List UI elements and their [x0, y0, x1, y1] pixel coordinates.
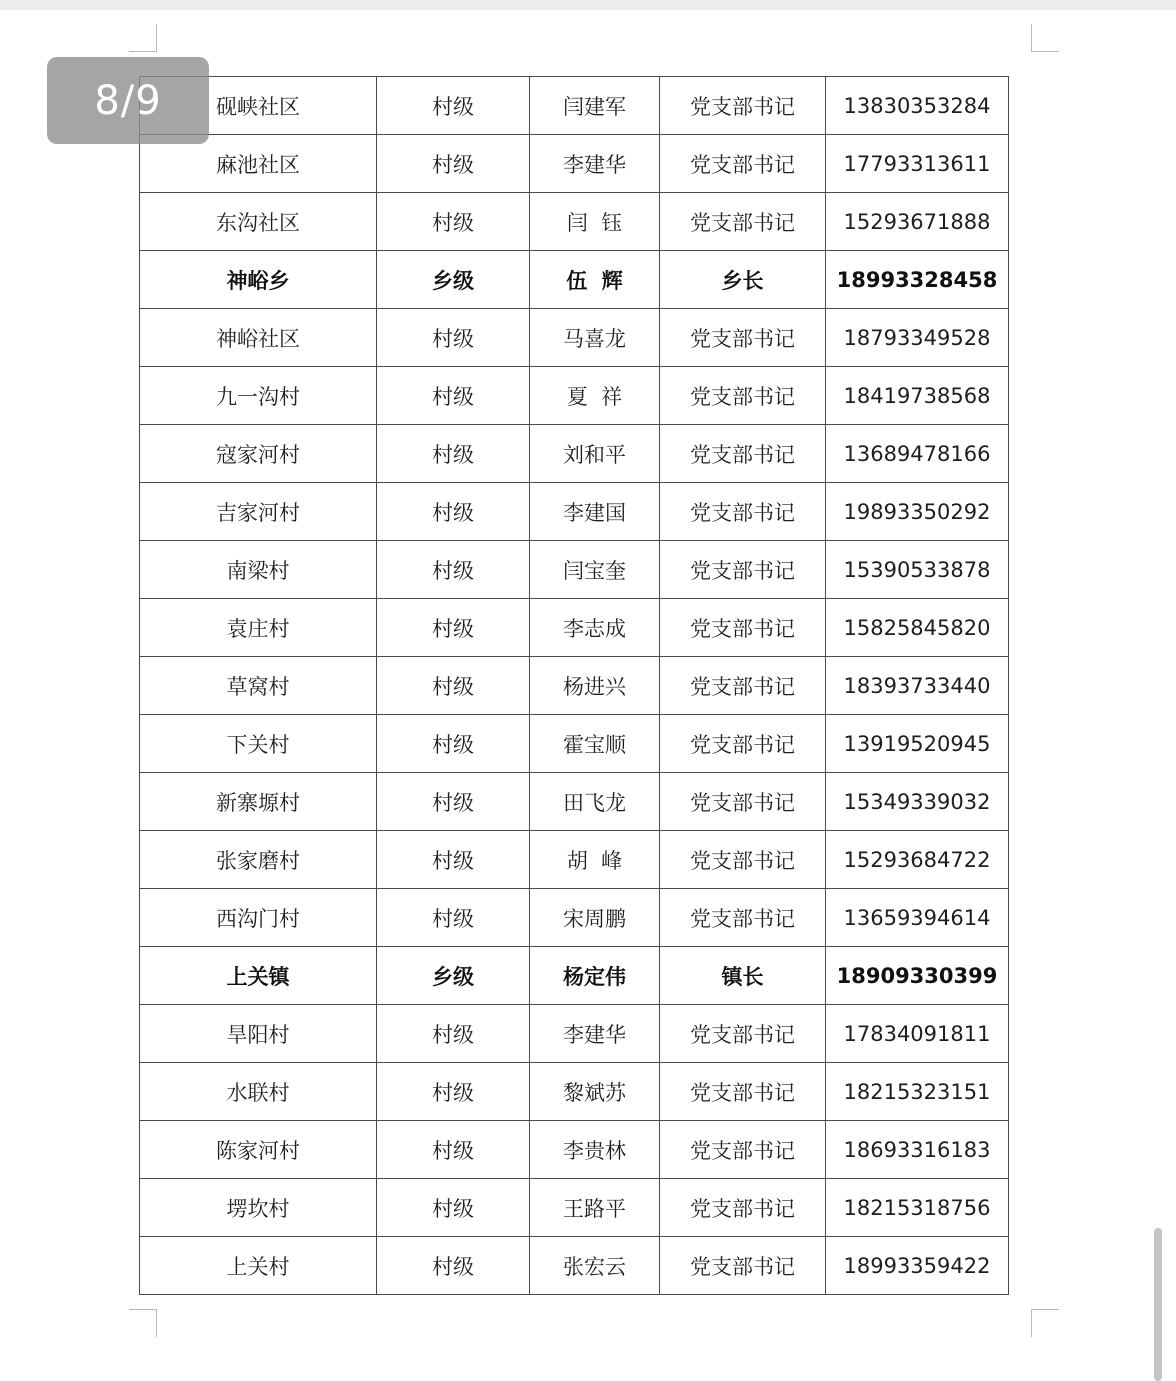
cell-unit: 九一沟村 [140, 367, 377, 425]
cell-position: 党支部书记 [660, 1237, 826, 1295]
table-row [140, 1237, 1009, 1295]
cell-name: 伍 辉 [530, 251, 660, 309]
cell-position: 党支部书记 [660, 77, 826, 135]
cell-position: 乡长 [660, 251, 826, 309]
cell-position: 党支部书记 [660, 599, 826, 657]
cell-phone: 15390533878 [826, 541, 1009, 599]
cell-phone: 15293684722 [826, 831, 1009, 889]
cell-level: 乡级 [377, 251, 530, 309]
cell-phone: 13830353284 [826, 77, 1009, 135]
table-row [140, 715, 1009, 773]
table-row [140, 599, 1009, 657]
cell-level: 村级 [377, 1121, 530, 1179]
cell-unit: 神峪社区 [140, 309, 377, 367]
cell-unit: 南梁村 [140, 541, 377, 599]
cell-unit: 水联村 [140, 1063, 377, 1121]
cell-unit: 寇家河村 [140, 425, 377, 483]
cell-phone: 13659394614 [826, 889, 1009, 947]
cell-name: 闫建军 [530, 77, 660, 135]
cell-unit: 陈家河村 [140, 1121, 377, 1179]
cell-level: 村级 [377, 309, 530, 367]
cell-phone: 17793313611 [826, 135, 1009, 193]
cell-position: 党支部书记 [660, 541, 826, 599]
table-row [140, 367, 1009, 425]
top-status-strip [0, 0, 1176, 10]
cell-phone: 18993359422 [826, 1237, 1009, 1295]
cell-position: 党支部书记 [660, 1063, 826, 1121]
cell-position: 党支部书记 [660, 1005, 826, 1063]
cell-level: 村级 [377, 193, 530, 251]
table-row [140, 309, 1009, 367]
cell-level: 村级 [377, 1063, 530, 1121]
cell-unit: 草窝村 [140, 657, 377, 715]
cell-name: 张宏云 [530, 1237, 660, 1295]
table-row [140, 425, 1009, 483]
table-row [140, 483, 1009, 541]
cell-phone: 18215318756 [826, 1179, 1009, 1237]
cell-phone: 19893350292 [826, 483, 1009, 541]
cell-unit: 吉家河村 [140, 483, 377, 541]
cell-unit: 塄坎村 [140, 1179, 377, 1237]
table-row [140, 773, 1009, 831]
cell-position: 镇长 [660, 947, 826, 1005]
cell-phone: 15293671888 [826, 193, 1009, 251]
table-row [140, 947, 1009, 1005]
cell-level: 村级 [377, 599, 530, 657]
cell-position: 党支部书记 [660, 1179, 826, 1237]
cell-position: 党支部书记 [660, 657, 826, 715]
cell-phone: 13689478166 [826, 425, 1009, 483]
table-row [140, 1005, 1009, 1063]
cell-name: 刘和平 [530, 425, 660, 483]
crop-mark-top-right [1031, 24, 1059, 52]
cell-name: 宋周鹏 [530, 889, 660, 947]
cell-name: 杨定伟 [530, 947, 660, 1005]
cell-name: 李志成 [530, 599, 660, 657]
cell-level: 村级 [377, 1005, 530, 1063]
cell-level: 村级 [377, 135, 530, 193]
cell-level: 村级 [377, 425, 530, 483]
cell-phone: 13919520945 [826, 715, 1009, 773]
cell-level: 乡级 [377, 947, 530, 1005]
table-row [140, 1179, 1009, 1237]
cell-unit: 新寨塬村 [140, 773, 377, 831]
cell-phone: 15349339032 [826, 773, 1009, 831]
cell-name: 夏 祥 [530, 367, 660, 425]
table-row [140, 77, 1009, 135]
cell-unit: 西沟门村 [140, 889, 377, 947]
cell-position: 党支部书记 [660, 309, 826, 367]
cell-name: 闫宝奎 [530, 541, 660, 599]
cell-position: 党支部书记 [660, 483, 826, 541]
cell-name: 黎斌苏 [530, 1063, 660, 1121]
crop-mark-bottom-right [1031, 1309, 1059, 1337]
cell-unit: 东沟社区 [140, 193, 377, 251]
table-row [140, 1063, 1009, 1121]
cell-phone: 18909330399 [826, 947, 1009, 1005]
cell-name: 王路平 [530, 1179, 660, 1237]
cell-name: 李贵林 [530, 1121, 660, 1179]
cell-unit: 麻池社区 [140, 135, 377, 193]
cell-name: 李建华 [530, 135, 660, 193]
cell-level: 村级 [377, 367, 530, 425]
table-row [140, 831, 1009, 889]
table-row [140, 251, 1009, 309]
crop-mark-top-left [129, 24, 157, 52]
table-row [140, 135, 1009, 193]
crop-mark-bottom-left [129, 1309, 157, 1337]
cell-name: 李建国 [530, 483, 660, 541]
cell-name: 李建华 [530, 1005, 660, 1063]
cell-phone: 18215323151 [826, 1063, 1009, 1121]
cell-unit: 下关村 [140, 715, 377, 773]
cell-name: 闫 钰 [530, 193, 660, 251]
cell-level: 村级 [377, 1179, 530, 1237]
cell-level: 村级 [377, 773, 530, 831]
cell-phone: 18993328458 [826, 251, 1009, 309]
cell-position: 党支部书记 [660, 1121, 826, 1179]
cell-position: 党支部书记 [660, 715, 826, 773]
cell-position: 党支部书记 [660, 831, 826, 889]
table-row [140, 193, 1009, 251]
table-row [140, 657, 1009, 715]
cell-unit: 旱阳村 [140, 1005, 377, 1063]
contact-table-body [140, 77, 1009, 1295]
cell-unit: 砚峡社区 [140, 77, 377, 135]
table-row [140, 889, 1009, 947]
cell-name: 胡 峰 [530, 831, 660, 889]
cell-level: 村级 [377, 1237, 530, 1295]
cell-name: 霍宝顺 [530, 715, 660, 773]
cell-position: 党支部书记 [660, 135, 826, 193]
cell-unit: 上关村 [140, 1237, 377, 1295]
cell-position: 党支部书记 [660, 889, 826, 947]
table-row [140, 541, 1009, 599]
cell-level: 村级 [377, 541, 530, 599]
cell-position: 党支部书记 [660, 425, 826, 483]
cell-phone: 18419738568 [826, 367, 1009, 425]
document-page[interactable] [0, 10, 1176, 1381]
cell-position: 党支部书记 [660, 773, 826, 831]
cell-unit: 袁庄村 [140, 599, 377, 657]
page-indicator-badge: 8/9 [47, 57, 209, 144]
cell-level: 村级 [377, 715, 530, 773]
cell-name: 马喜龙 [530, 309, 660, 367]
cell-phone: 17834091811 [826, 1005, 1009, 1063]
cell-phone: 15825845820 [826, 599, 1009, 657]
vertical-scrollbar-thumb[interactable] [1154, 1228, 1162, 1381]
contact-table [139, 76, 1009, 1295]
cell-level: 村级 [377, 77, 530, 135]
cell-unit: 神峪乡 [140, 251, 377, 309]
table-row [140, 1121, 1009, 1179]
cell-position: 党支部书记 [660, 367, 826, 425]
cell-name: 田飞龙 [530, 773, 660, 831]
cell-unit: 张家磨村 [140, 831, 377, 889]
cell-phone: 18693316183 [826, 1121, 1009, 1179]
cell-level: 村级 [377, 831, 530, 889]
cell-unit: 上关镇 [140, 947, 377, 1005]
cell-phone: 18393733440 [826, 657, 1009, 715]
cell-position: 党支部书记 [660, 193, 826, 251]
cell-name: 杨进兴 [530, 657, 660, 715]
cell-level: 村级 [377, 657, 530, 715]
cell-level: 村级 [377, 483, 530, 541]
cell-phone: 18793349528 [826, 309, 1009, 367]
cell-level: 村级 [377, 889, 530, 947]
